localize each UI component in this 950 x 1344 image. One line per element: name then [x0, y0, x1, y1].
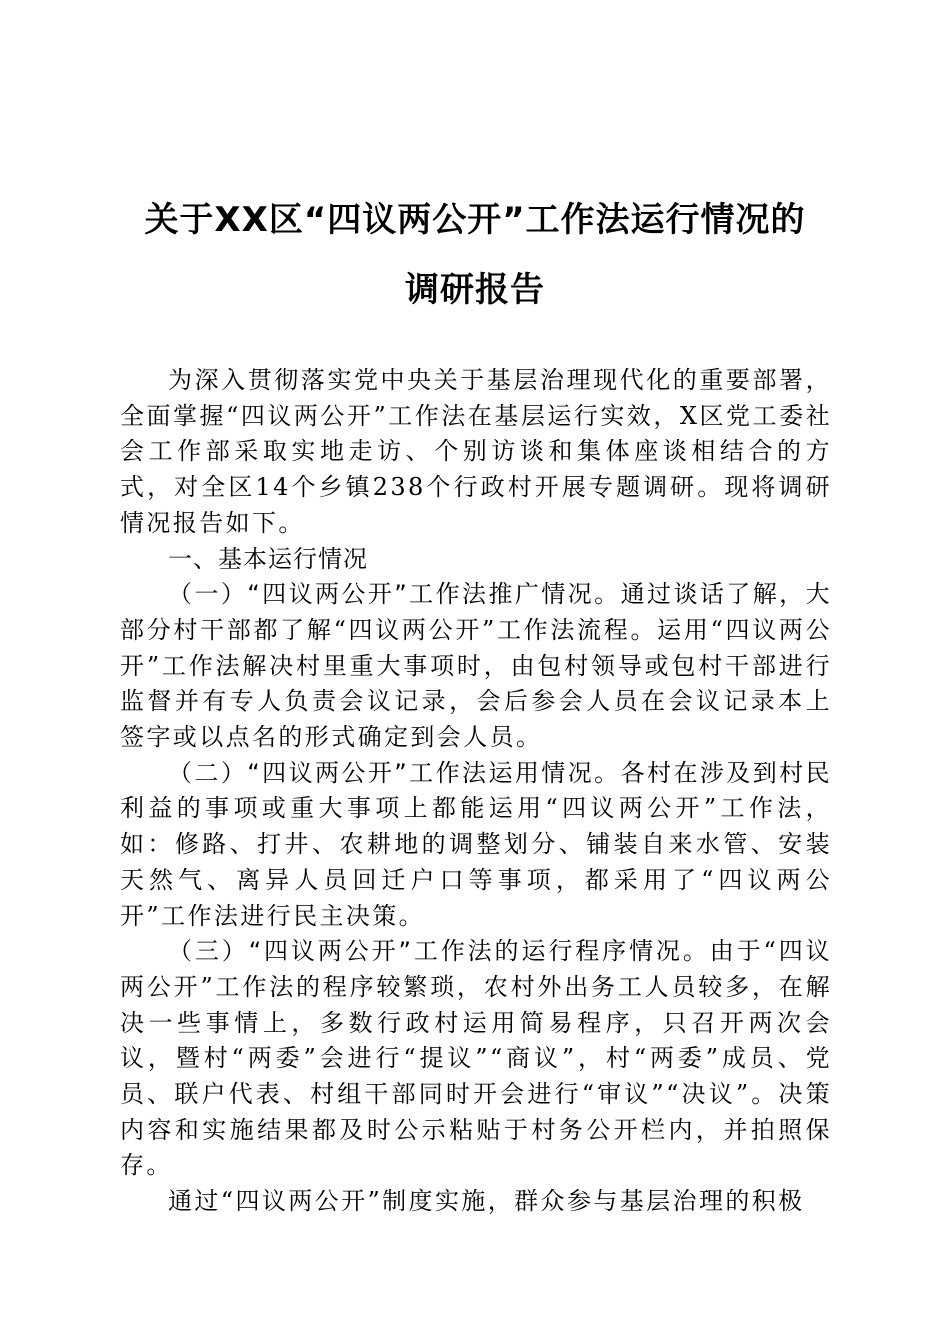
- document-title-line-1: 关于XX区“四议两公开”工作法运行情况的: [144, 200, 806, 240]
- item-2-text: 各村在涉及到村民利益的事项或重大事项上都能运用“四议两公开”工作法，如：修路、打井、农耕地的调整划分、铺装自来水管、安装天然气、离异人员回迁户口等事项，都采用了“四议两公开”工作法进行民主决策。: [120, 758, 832, 930]
- intro-paragraph: 为深入贯彻落实党中央关于基层治理现代化的重要部署，全面掌握“四议两公开”工作法在基层运行实效，X区党工委社会工作部采取实地走访、个别访谈和集体座谈相结合的方式，对全区14个乡镇238个行政村开展专题调研。现将调研情况报告如下。: [120, 366, 832, 537]
- section-1-heading: 一、基本运行情况: [168, 544, 368, 573]
- item-1-paragraph: [120, 577, 832, 756]
- item-2-paragraph: [120, 756, 832, 935]
- item-3-text: 由于“四议两公开”工作法的程序较繁琐，农村外出务工人员较多，在解决一些事情上，多数行政村运用简易程序，只召开两次会议，暨村“两委”会进行“提议”“商议”，村“两委”成员、党员、联户代表、村组干部同时开会进行“审议”“决议”。决策内容和实施结果都及时公示粘贴于村务公开栏内，并拍照保存。: [120, 937, 832, 1180]
- closing-paragraph: 通过“四议两公开”制度实施，群众参与基层治理的积极: [168, 1187, 805, 1216]
- item-2-lead: （二）“四议两公开”工作法运用情况。: [168, 758, 621, 787]
- document-title-line-2: 调研报告: [405, 270, 545, 310]
- item-3-paragraph: [120, 934, 832, 1184]
- document-body: [120, 363, 832, 1220]
- item-1-text: 通过谈话了解，大部分村干部都了解“四议两公开”工作法流程。运用“四议两公开”工作法解决村里重大事项时，由包村领导或包村干部进行监督并有专人负责会议记录，会后参会人员在会议记录本上签字或以点名的形式确定到会人员。: [120, 580, 832, 752]
- item-3-lead: （三）“四议两公开”工作法的运行程序情况。: [168, 937, 710, 966]
- item-1-lead: （一）“四议两公开”工作法推广情况。: [168, 580, 621, 609]
